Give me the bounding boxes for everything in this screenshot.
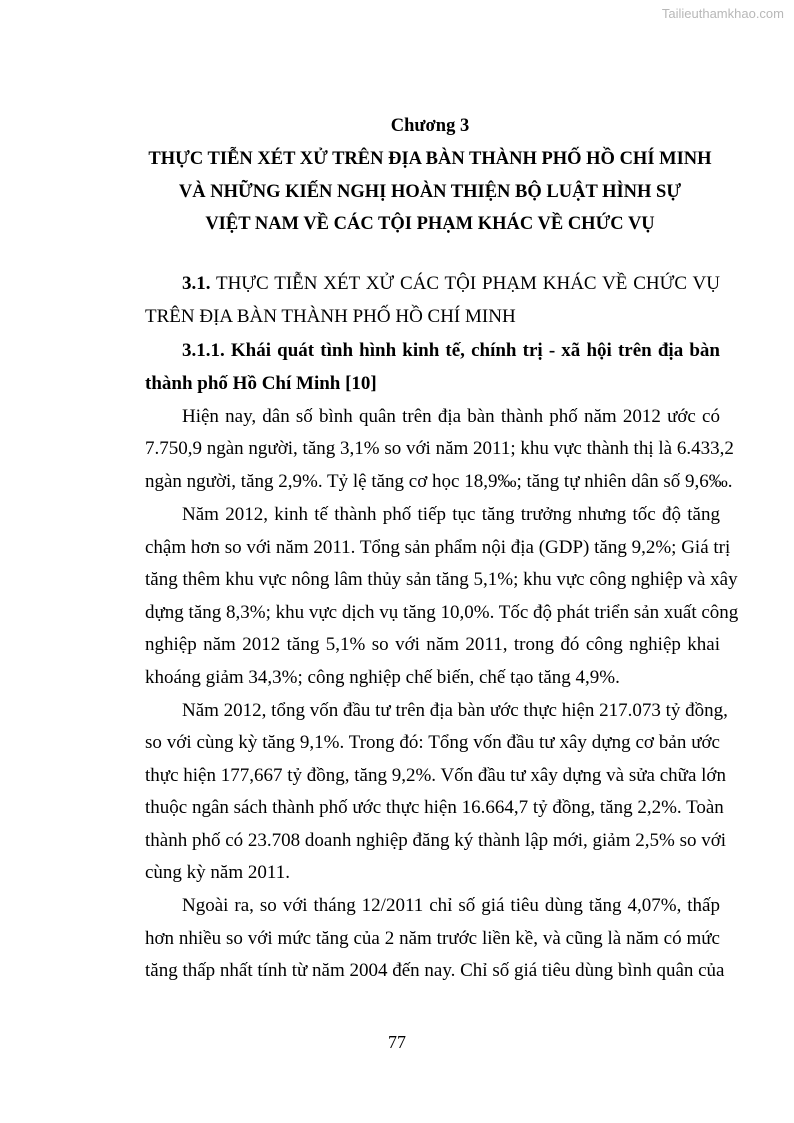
body-line: tăng thấp nhất tính từ năm 2004 đến nay. Chỉ số giá tiêu dùng bình quân của: [145, 960, 725, 981]
section-heading-cont: TRÊN ĐỊA BÀN THÀNH PHỐ HỒ CHÍ MINH: [145, 306, 516, 327]
body-line: Hiện nay, dân số bình quân trên địa bàn thành phố năm 2012 ước có: [182, 406, 720, 427]
body-line: thành phố có 23.708 doanh nghiệp đăng ký thành lập mới, giảm 2,5% so với: [145, 830, 727, 851]
body-line: hơn nhiều so với mức tăng của 2 năm trước liền kề, và cũng là năm có mức: [145, 928, 720, 949]
chapter-title-line: VIỆT NAM VỀ CÁC TỘI PHẠM KHÁC VỀ CHỨC VỤ: [205, 214, 655, 234]
section-title: THỰC TIỄN XÉT XỬ CÁC TỘI PHẠM KHÁC VỀ CHỨC VỤ: [215, 273, 720, 294]
chapter-title-line: VÀ NHỮNG KIẾN NGHỊ HOÀN THIỆN BỘ LUẬT HÌNH SỰ: [178, 182, 682, 202]
body-line: dựng tăng 8,3%; khu vực dịch vụ tăng 10,0%. Tốc độ phát triển sản xuất công: [145, 602, 739, 623]
body-line: Ngoài ra, so với tháng 12/2011 chỉ số giá tiêu dùng tăng 4,07%, thấp: [182, 895, 720, 916]
body-line: Năm 2012, tổng vốn đầu tư trên địa bàn ước thực hiện 217.073 tỷ đồng,: [182, 700, 728, 721]
chapter-title-line: THỰC TIỄN XÉT XỬ TRÊN ĐỊA BÀN THÀNH PHỐ HỒ CHÍ MINH: [148, 149, 712, 169]
subsection-heading-cont: thành phố Hồ Chí Minh [10]: [145, 373, 377, 394]
body-line: tăng thêm khu vực nông lâm thủy sản tăng 5,1%; khu vực công nghiệp và xây: [145, 569, 738, 590]
body-line: khoáng giảm 34,3%; công nghiệp chế biến, chế tạo tăng 4,9%.: [145, 667, 620, 688]
body-line: nghiệp năm 2012 tăng 5,1% so với năm 2011, trong đó công nghiệp khai: [145, 634, 720, 655]
body-line: so với cùng kỳ tăng 9,1%. Trong đó: Tổng vốn đầu tư xây dựng cơ bản ước: [145, 732, 720, 753]
section-number: 3.1.: [182, 273, 211, 294]
body-line: Năm 2012, kinh tế thành phố tiếp tục tăng trưởng nhưng tốc độ tăng: [182, 504, 720, 525]
body-line: thực hiện 177,667 tỷ đồng, tăng 9,2%. Vốn đầu tư xây dựng và sửa chữa lớn: [145, 765, 726, 786]
watermark: Tailieuthamkhao.com: [661, 6, 784, 21]
body-line: 7.750,9 ngàn người, tăng 3,1% so với năm 2011; khu vực thành thị là 6.433,2: [145, 438, 734, 459]
subsection-heading: 3.1.1. Khái quát tình hình kinh tế, chính trị - xã hội trên địa bàn: [182, 340, 720, 361]
body-line: ngàn người, tăng 2,9%. Tỷ lệ tăng cơ học 18,9‰; tăng tự nhiên dân số 9,6‰.: [145, 471, 733, 492]
chapter-heading: Chương 3: [390, 116, 470, 136]
body-line: chậm hơn so với năm 2011. Tổng sản phẩm nội địa (GDP) tăng 9,2%; Giá trị: [145, 537, 731, 558]
body-line: thuộc ngân sách thành phố ước thực hiện 16.664,7 tỷ đồng, tăng 2,2%. Toàn: [145, 797, 724, 818]
section-heading: [182, 273, 720, 295]
page-number: 77: [388, 1032, 406, 1052]
body-line: cùng kỳ năm 2011.: [145, 862, 290, 883]
